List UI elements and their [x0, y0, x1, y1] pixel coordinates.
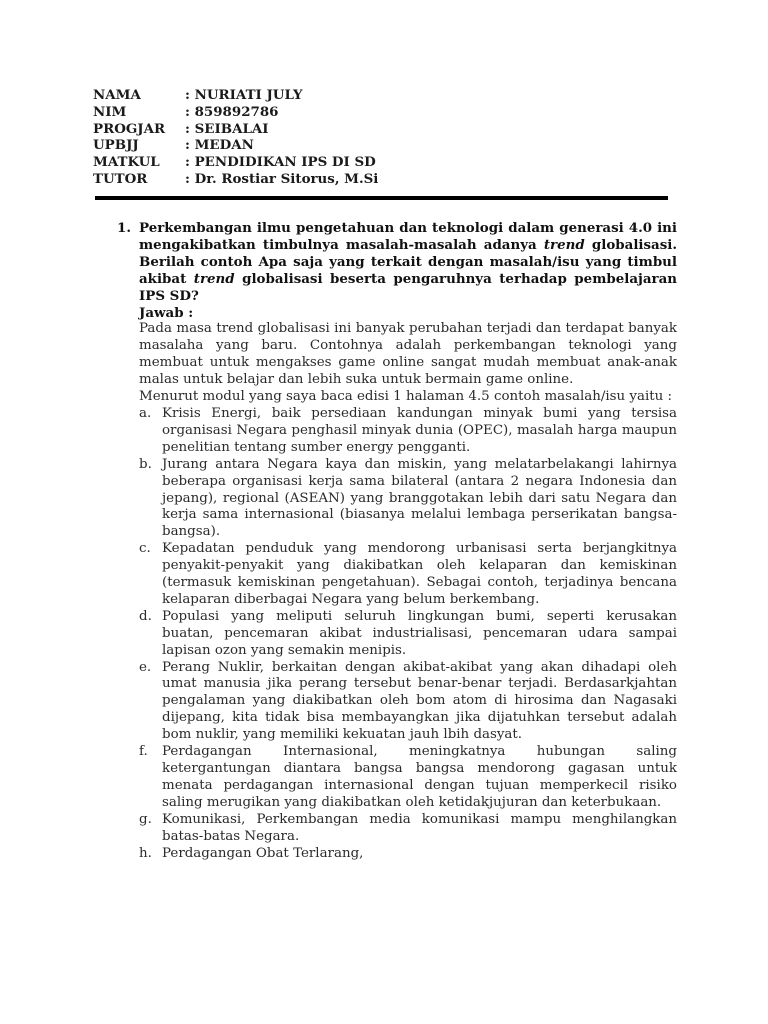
answer-paragraph: Pada masa trend globalisasi ini banyak perubahan terjadi dan terdapat banyak masalaha yang baru. Contohnya adalah perkembangan teknologi yang membuat untuk mengakses game online sangat mudah membuat anak-anak malas untuk belajar dan lebih suka untuk bermain game online.: [139, 321, 677, 388]
student-info-header: [93, 87, 378, 188]
header-row-nama: [93, 87, 378, 104]
list-item-text: Kepadatan penduduk yang mendorong urbanisasi serta berjangkitnya penyakit-penyakit yang diakibatkan oleh kelaparan dan kemiskinan (termasuk kemiskinan pengetahuan). Sebagai contoh, terjadinya bencana kelaparan diberbagai Negara yang belum berkembang.: [162, 541, 677, 607]
header-divider: [95, 196, 668, 200]
header-row-upbjj: [93, 137, 378, 154]
issue-list: [139, 406, 677, 862]
header-value: : MEDAN: [185, 137, 254, 154]
header-value: : PENDIDIKAN IPS DI SD: [185, 154, 376, 171]
list-item-label: b.: [139, 456, 152, 472]
question-number: 1.: [117, 220, 131, 236]
header-row-nim: [93, 104, 378, 121]
question-text-part: globalisasi beserta pengaruhnya terhadap pembelajaran IPS SD?: [139, 270, 677, 304]
list-item-text: Perang Nuklir, berkaitan dengan akibat-akibat yang akan dihadapi oleh umat manusia jika perang tersebut benar-benar terjadi. Berdasarkjahtan pengalaman yang diakibatkan oleh bom atom di hirosima dan Nagasaki dijepang, kita tidak bisa membayangkan jika dijatuhkan tersebut adalah bom nuklir, yang memiliki kekuatan jauh lbih dasyat.: [162, 659, 677, 743]
list-item: [139, 846, 677, 863]
list-item: [139, 744, 677, 812]
header-label: PROGJAR: [93, 120, 166, 137]
header-label: UPBJJ: [93, 137, 139, 154]
list-item-text: Komunikasi, Perkembangan media komunikasi mampu menghilangkan batas-batas Negara.: [162, 811, 677, 844]
header-row-progjar: [93, 121, 378, 138]
header-value: : SEIBALAI: [185, 120, 269, 137]
list-item-label: f.: [139, 744, 148, 760]
question-text-part: globalisasi. Berilah contoh Apa saja yang terkait dengan masalah/isu yang timbul akibat: [139, 236, 677, 287]
answer-label: Jawab :: [139, 304, 194, 321]
header-row-matkul: [93, 154, 378, 171]
list-item-label: a.: [139, 405, 152, 421]
list-item-label: d.: [139, 608, 152, 624]
answer-paragraph: Menurut modul yang saya baca edisi 1 halaman 4.5 contoh masalah/isu yaitu :: [139, 389, 673, 405]
question-trend-word: trend: [543, 236, 585, 253]
list-item: [139, 541, 677, 609]
list-item-text: Perdagangan Internasional, meningkatnya hubungan saling ketergantungan diantara bangsa bangsa mendorong gagasan untuk menata perdagangan internasional dengan tujuan memperkecil risiko saling merugikan yang diakibatkan oleh ketidakjujuran dan keterbukaan.: [162, 744, 677, 810]
header-label: MATKUL: [93, 154, 160, 171]
list-item-text: Populasi yang meliputi seluruh lingkungan bumi, seperti kerusakan buatan, pencemaran akibat industrialisasi, pencemaran udara sampai lapisan ozon yang semakin menipis.: [162, 608, 677, 658]
list-item: [139, 609, 677, 660]
header-value: : Dr. Rostiar Sitorus, M.Si: [185, 170, 379, 187]
list-item-text: Krisis Energi, baik persediaan kandungan minyak bumi yang tersisa organisasi Negara penghasil minyak dunia (OPEC), masalah harga maupun penelitian tentang sumber energy pengganti.: [162, 405, 677, 455]
header-label: TUTOR: [93, 170, 148, 187]
question-trend-word: trend: [193, 270, 235, 287]
question-section: [117, 220, 677, 862]
list-item: [139, 812, 677, 846]
list-item-label: c.: [139, 541, 151, 557]
question-text: [139, 220, 677, 305]
list-item-text: Jurang antara Negara kaya dan miskin, yang melatarbelakangi lahirnya beberapa organisasi kerja sama bilateral (antara 2 negara Indonesia dan jepang), regional (ASEAN) yang branggotakan lebih dari satu Negara dan kerja sama internasional (biasanya melalui lembaga perserikatan bangsa-bangsa).: [162, 456, 677, 540]
list-item: [139, 660, 677, 745]
list-item-text: Perdagangan Obat Terlarang,: [162, 845, 364, 861]
question-1: [117, 220, 677, 305]
header-row-tutor: [93, 171, 378, 188]
list-item: [139, 457, 677, 542]
header-value: : 859892786: [185, 103, 279, 120]
list-item-label: g.: [139, 811, 152, 827]
header-label: NAMA: [93, 87, 141, 103]
answer-section: [139, 305, 677, 863]
list-item: [139, 406, 677, 457]
header-label: NIM: [93, 103, 127, 120]
question-text-part: Perkembangan ilmu pengetahuan dan teknologi dalam generasi 4.0 ini mengakibatkan timbulnya masalah-masalah adanya: [139, 220, 677, 253]
header-value: : NURIATI JULY: [185, 87, 303, 103]
list-item-label: h.: [139, 845, 152, 861]
list-item-label: e.: [139, 659, 152, 675]
